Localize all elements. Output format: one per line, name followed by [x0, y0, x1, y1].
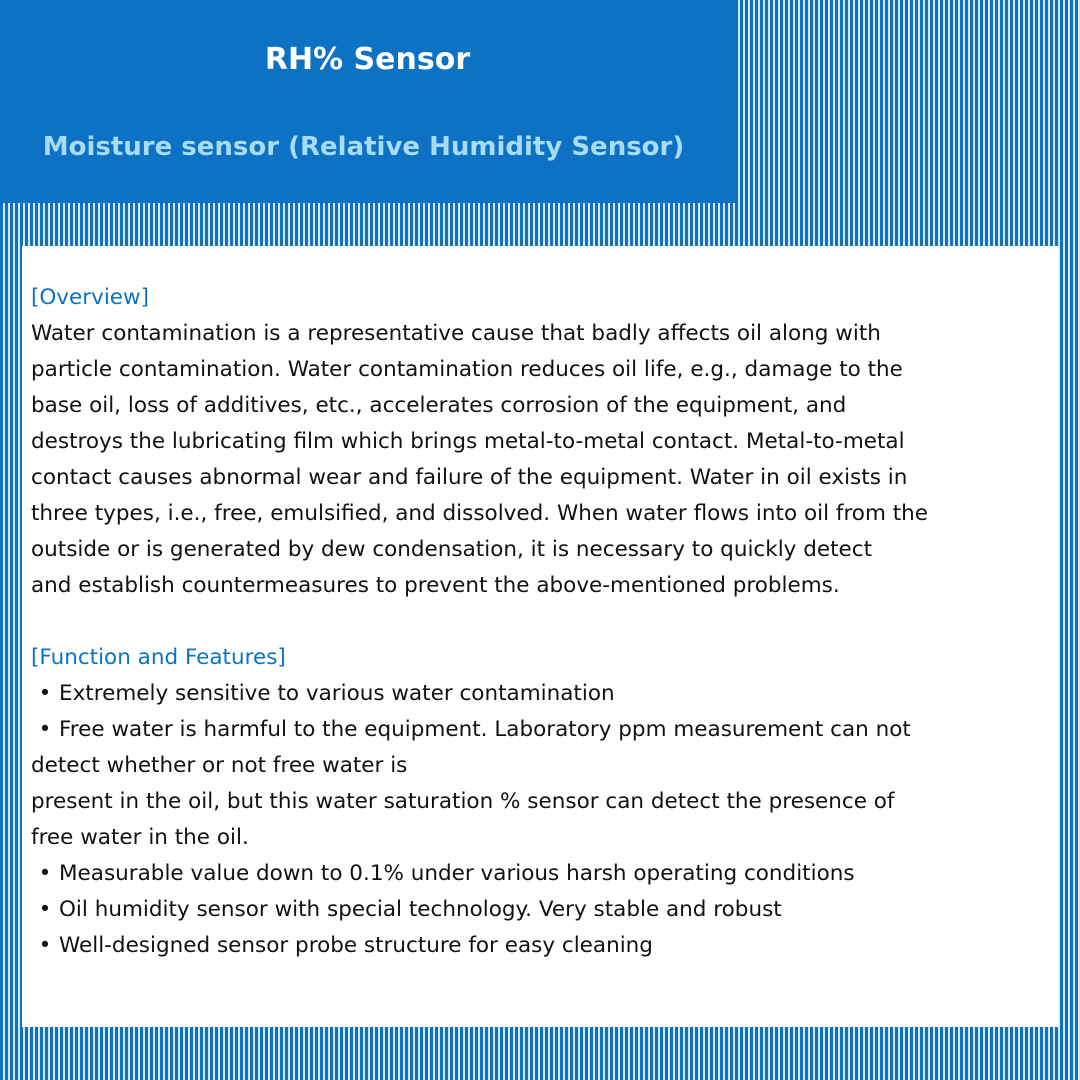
features-section: [31, 640, 1059, 964]
feature-item: [31, 928, 1059, 964]
overview-line: three types, i.e., free, emulsified, and dissolved. When water flows into oil from the: [31, 501, 929, 526]
header-block: [0, 0, 735, 203]
feature-continuation: present in the oil, but this water saturation % sensor can detect the presence of: [31, 789, 895, 814]
feature-continuation: detect whether or not free water is: [31, 753, 408, 778]
bullet-icon: •: [38, 717, 52, 742]
section-spacer: [31, 604, 1059, 640]
feature-text: Oil humidity sensor with special technology. Very stable and robust: [59, 897, 782, 922]
page-title: RH% Sensor: [264, 42, 471, 77]
feature-item: [31, 712, 1059, 748]
bullet-icon: •: [38, 933, 52, 958]
bullet-icon: •: [38, 861, 52, 886]
features-heading: [Function and Features]: [31, 645, 286, 670]
feature-text: Extremely sensitive to various water contamination: [59, 681, 615, 706]
page-subtitle: Moisture sensor (Relative Humidity Sensor): [42, 132, 685, 162]
feature-item: [31, 892, 1059, 928]
overview-line: particle contamination. Water contamination reduces oil life, e.g., damage to the: [31, 357, 903, 382]
overview-section: [31, 280, 1059, 604]
content-panel: [22, 246, 1059, 1027]
feature-text: Free water is harmful to the equipment. Laboratory ppm measurement can not: [59, 717, 911, 742]
feature-text: Measurable value down to 0.1% under various harsh operating conditions: [59, 861, 855, 886]
feature-item: [31, 856, 1059, 892]
feature-continuation: free water in the oil.: [31, 825, 249, 850]
overview-heading: [Overview]: [31, 285, 149, 310]
overview-line: destroys the lubricating film which brings metal-to-metal contact. Metal-to-metal: [31, 429, 905, 454]
overview-line: Water contamination is a representative cause that badly affects oil along with: [31, 321, 881, 346]
bullet-icon: •: [38, 681, 52, 706]
overview-line: outside or is generated by dew condensation, it is necessary to quickly detect: [31, 537, 873, 562]
feature-item: [31, 676, 1059, 712]
bullet-icon: •: [38, 897, 52, 922]
overview-line: contact causes abnormal wear and failure of the equipment. Water in oil exists in: [31, 465, 908, 490]
feature-text: Well-designed sensor probe structure for easy cleaning: [59, 933, 653, 958]
overview-line: base oil, loss of additives, etc., accelerates corrosion of the equipment, and: [31, 393, 847, 418]
overview-line: and establish countermeasures to prevent the above-mentioned problems.: [31, 573, 840, 598]
